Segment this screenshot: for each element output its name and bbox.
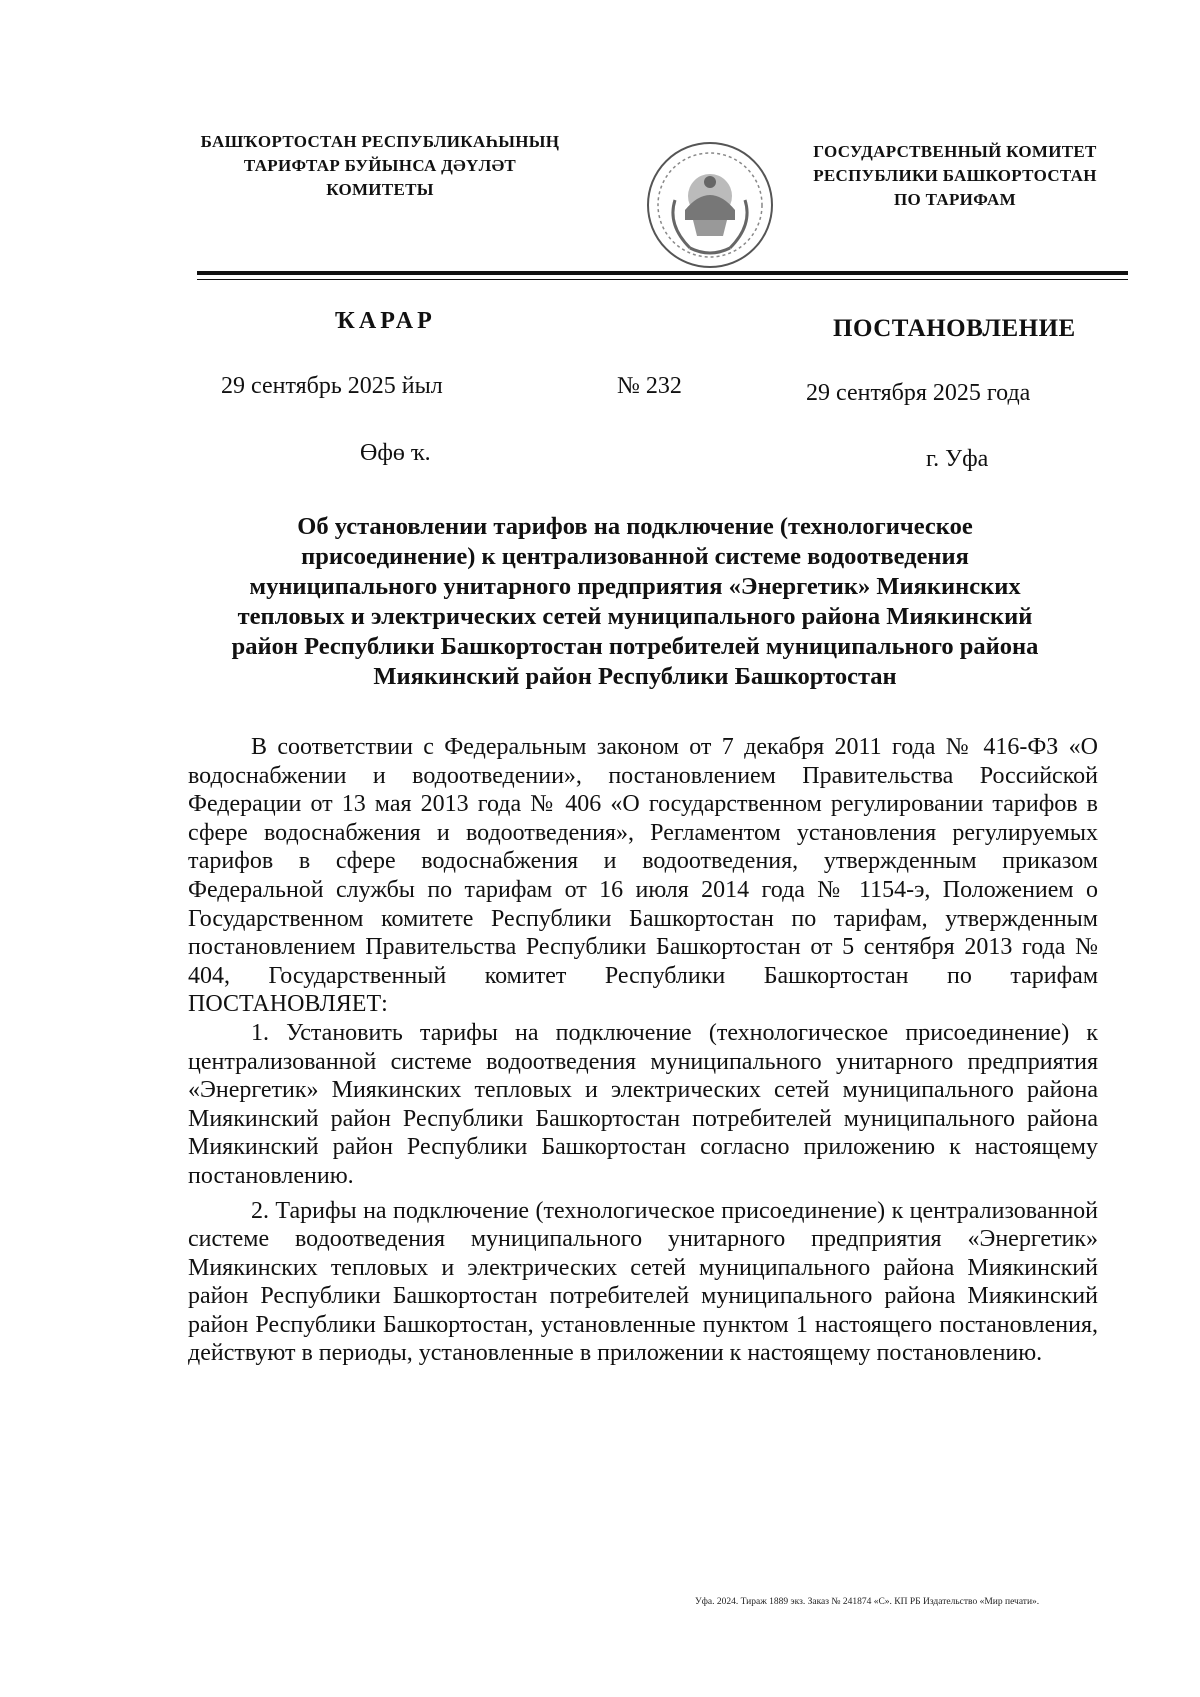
doc-title-line: Миякинский район Республики Башкортостан (373, 663, 897, 690)
header-right-line: РЕСПУБЛИКИ БАШКОРТОСТАН (813, 166, 1097, 185)
item-2-paragraph: 2. Тарифы на подключение (технологическое присоединение) к централизованной системе водоотведения муниципального унитарного предприятия «Энергетик» Миякинских тепловых и электрических сетей муниципального района Миякинский район Республики Башкортостан потребителей муниципального района Миякинский район Республики Башкортостан, установленные пунктом 1 настоящего постановления, действуют в периоды, установленные в приложении к настоящему постановлению. (188, 1197, 1098, 1367)
doc-number: № 232 (617, 373, 682, 399)
doc-title-line: муниципального унитарного предприятия «Энергетик» Миякинских (249, 573, 1021, 600)
footer-imprint: Уфа. 2024. Тираж 1889 экз. Заказ № 241874 «С». КП РБ Издательство «Мир печати». (695, 1597, 1040, 1607)
header-right-russian (785, 140, 1125, 212)
doc-city-bashkir: Өфө ҡ. (360, 440, 431, 466)
doc-city-russian: г. Уфа (926, 446, 989, 472)
header-left-line: БАШҠОРТОСТАН РЕСПУБЛИКАҺЫНЫҢ (200, 132, 560, 151)
coat-of-arms-icon (645, 140, 775, 270)
header-left-line: КОМИТЕТЫ (326, 180, 434, 199)
doc-date-russian: 29 сентября 2025 года (806, 380, 1031, 406)
doc-title-line: тепловых и электрических сетей муниципального района Миякинский (237, 603, 1033, 630)
item-1-paragraph: 1. Установить тарифы на подключение (технологическое присоединение) к централизованной системе водоотведения муниципального унитарного предприятия «Энергетик» Миякинских тепловых и электрических сетей муниципального района Миякинский район Республики Башкортостан потребителей муниципального района Миякинский район Республики Башкортостан согласно приложению к настоящему постановлению. (188, 1019, 1098, 1189)
doc-type-bashkir: ҠАРАР (335, 308, 436, 334)
doc-type-russian: ПОСТАНОВЛЕНИЕ (833, 315, 1076, 342)
header-left-bashkir (185, 130, 575, 202)
header-divider-thin (197, 279, 1128, 280)
header-divider-thick (197, 271, 1128, 275)
doc-title (195, 512, 1075, 692)
preamble-paragraph: В соответствии с Федеральным законом от 7 декабря 2011 года № 416-ФЗ «О водоснабжении и водоотведении», постановлением Правительства Российской Федерации от 13 мая 2013 года № 406 «О государственном регулировании тарифов в сфере водоснабжения и водоотведения», Регламентом установления регулируемых тарифов в сфере водоснабжения и водоотведения, утвержденным приказом Федеральной службы по тарифам от 16 июля 2014 года № 1154-э, Положением о Государственном комитете Республики Башкортостан по тарифам, утвержденным постановлением Правительства Республики Башкортостан от 5 сентября 2013 года № 404, Государственный комитет Республики Башкортостан по тарифам ПОСТАНОВЛЯЕТ: (188, 734, 1098, 1018)
doc-title-line: присоединение) к централизованной системе водоотведения (301, 543, 969, 570)
header-right-line: ПО ТАРИФАМ (894, 190, 1016, 209)
doc-date-bashkir: 29 сентябрь 2025 йыл (221, 373, 443, 399)
header-left-line: ТАРИФТАР БУЙЫНСА ДӘҮЛӘТ (243, 156, 517, 175)
doc-title-line: район Республики Башкортостан потребителей муниципального района (231, 633, 1039, 660)
doc-title-line: Об установлении тарифов на подключение (технологическое (297, 513, 973, 540)
header-right-line: ГОСУДАРСТВЕННЫЙ КОМИТЕТ (813, 142, 1097, 161)
doc-body (188, 733, 1098, 1368)
